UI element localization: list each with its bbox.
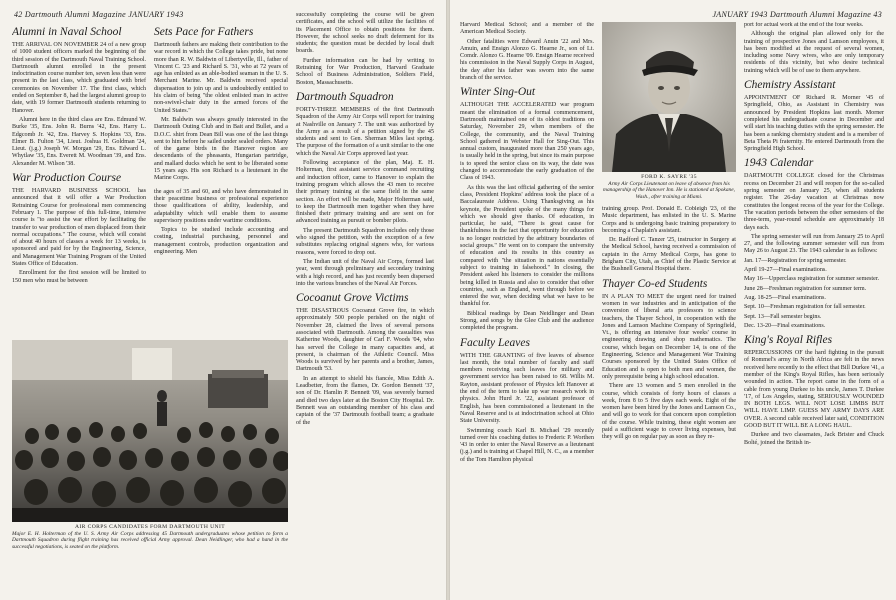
cocoanut-continued: Harvard Medical School; and a member of the American Medical Society.	[460, 22, 594, 36]
right-column-3	[744, 22, 884, 600]
squadron-heading: Dartmouth Squadron	[296, 90, 394, 103]
squadron-paragraph: Following acceptance of the plan, Maj. E. H. Holterman, first assistant service command recruiting and induction officer, came to Hanover to explain the training program which allows the 43 men to receive their primary training at the same field in the same section. An effort will be made, Major Holterman said, to keep the Dartmouth men together when they have finished their primary training and are sent on for advanced training as pursuit or bomber pilots.	[296, 160, 434, 225]
war-course-continued: the ages of 35 and 60, and who have demonstrated in their peacetime business or professional experience those qualifications of ability, leadership, and adaptability which will enable them to assume supervisory positions under wartime conditions.	[154, 188, 288, 224]
right-page	[450, 0, 896, 600]
left-page	[0, 0, 446, 600]
calendar-entry: April 19-27—Final examinations.	[744, 267, 827, 274]
fathers-heading: Sets Pace for Fathers	[154, 26, 254, 38]
classroom-photo-image	[12, 340, 288, 522]
thayer-heading: Thayer Co-ed Students	[602, 277, 708, 290]
royal-rifles-paragraph: Durkee and two classmates, Jack Brister and Chuck Bolté, joined the British in-	[744, 432, 884, 446]
right-column-2	[602, 206, 736, 600]
royal-rifles-heading: King's Royal Rifles	[744, 334, 833, 347]
left-column-3	[296, 12, 434, 600]
photo-caption	[12, 524, 288, 550]
squadron-paragraph: FORTY-THREE MEMBERS of the first Dartmouth Squadron of the Army Air Corps will report for training at Nashville on January 7. The unit was authorized by the Army as a result of a petition signed by the 45 students and sent to Gen. Sherman Miles last spring. The purpose of the formation of a unit similar to the one which the Naval Air Corps approved last year.	[296, 106, 434, 157]
naval-school-heading: Alumni in Naval School	[12, 26, 122, 38]
left-column-1	[12, 22, 146, 336]
calendar-entry: Sept. 10—Freshman registration for fall semester.	[744, 304, 866, 311]
winter-sing-out-paragraph: As this was the last official gathering of the senior class, President Hopkins' address took the place of a Baccalaureate Address. Using Thanksgiving as his keynote, the President spoke of the many things for which we should give thanks. Of education, in particular, he said, "There is great cause for thankfulness in the fact that opportunity for education is no longer restricted by the arbitrary boundaries of social groups." He went on to compare the university of education and its results in this country as compared with "the situation in nations essentially subject to training in falsehood." In closing, the President asked his listeners to consider the millions being killed in Russia and also to consider that other countries, such as England, went through before we entered the war, when deciding what we have to be thankful for.	[460, 184, 594, 308]
thayer-paragraph: IN A PLAN TO MEET the urgent need for trained women in war industries and in anticipation of the conversion of liberal arts professors to science teachers, the Thayer School, in cooperation with the Jones and Lamson Machine Company of Springfield, Vt., is offering an intensive four weeks' course in engineering drawing and shop mathematics. The course, which began on December 14, is one of the Engineering, Science and Management War Training Courses sponsored by the United States Office of Education and is open to both men and women, the only prerequisite being a high school education.	[602, 293, 736, 380]
thayer-continued: port for actual work at the end of the four weeks.	[744, 22, 864, 28]
portrait-image	[602, 22, 736, 172]
faculty-leaves-paragraph: Swimming coach Karl B. Michael '29 recently turned over his coaching duties to Frederic P. Worthen '43 in order to enter the Naval Reserve as a lieutenant (j.g.) and is training at Chapel Hill, N. C., as a member of the Tom Hamilton physical	[460, 427, 594, 463]
calendar-entry: Dec. 13-20—Final examinations.	[744, 322, 826, 329]
war-course-paragraph: Enrollment for the first session will be limited to 150 men who must be between	[12, 270, 146, 284]
portrait-caption-text: Army Air Corps Lieutenant on leave of absence from his managership of the Hanover Inn. He is stationed at Spokane, Wash., after training at Miami.	[603, 180, 735, 200]
cocoanut-continued: Other fatalities were Edward Anuin '22 and Mrs. Amuin, and Ensign Alonzo G. Hearne Jr., son of Lt. Comdr. Alonzo G. Hearne '09. Ensign Hearne received his commission in the Naval Supply Corps in August, the day after his father was sworn into the same branch of the service.	[460, 38, 594, 82]
war-course-paragraph: THE HARVARD BUSINESS SCHOOL has announced that it will offer a War Production Retraining Course for professional men commencing February 1. The purpose of this full-time, intensive course is "to assist the war effort by facilitating the transfer to war production of men displaced from their normal occupations." The course, which will consist of about 40 hours of classes a week for 13 weeks, is sponsored and paid for by the Engineering, Science, and Management War Training Program of the United States Office of Education.	[12, 188, 146, 268]
photo-caption-title: AIR CORPS CANDIDATES FORM DARTMOUTH UNIT	[74, 524, 226, 530]
calendar-paragraph: DARTMOUTH COLLEGE closed for the Christmas recess on December 21 and will reopen for the so-called spring semester on January 25, when all students register. The 26-day vacation at Christmas now constitutes the longest recess of the year for the College. The vacation periods between the other semesters of the three-term, year-round schedule are approximately 18 days each.	[744, 173, 884, 231]
calendar-heading: 1943 Calendar	[744, 157, 814, 170]
calendar-entry: Jan. 17—Registration for spring semester.	[744, 257, 847, 264]
war-course-continued: Topics to be studied include accounting and costing, industrial purchasing, personnel and management controls, production organization and engineering. Men	[154, 227, 288, 256]
left-column-2	[154, 22, 288, 336]
winter-sing-out-paragraph: Biblical readings by Dean Neidlinger and Dean Strong, and songs by the Glee Club and the audience completed the program.	[460, 310, 594, 332]
war-course-heading: War Production Course	[12, 172, 122, 185]
faculty-leaves-heading: Faculty Leaves	[460, 336, 530, 349]
fathers-paragraph: Dartmouth fathers are making their contribution to the war record in which the College takes pride, but none more than R. W. Baldwin of Libertyville, Ill., father of Vincent C. '23 and Richard S. '31, who at 72 years of age has enlisted as an able-bodied seaman in the U. S. Merchant Marine. Mr. Baldwin received special dispensation to join up and is undoubtedly entitled to his claim of being "the oldest enlisted man in active non-swivel-chair duty in the armed forces of the United States."	[154, 42, 288, 114]
cocoanut-paragraph: In an attempt to shield his fiancée, Miss Edith A. Leadbetter, from the flames, Dr. Gordon Bennett '37, son of Dr. Hamlin P. Bennett '09, was severely burned and died two days later at the Boston City Hospital. Dr. Bennett was an outstanding member of his class and captain of the '37 Dartmouth football team; a graduate of the	[296, 375, 434, 426]
air-corps-classroom-photo	[12, 340, 288, 522]
faculty-leaves-continued: training group. Prof. Donald E. Cobleigh '23, of the Music department, has enlisted in the U. S. Marine Corps and is undergoing basic training preparatory to becoming a Chaplain's assistant.	[602, 206, 736, 234]
thayer-paragraph: There are 13 women and 5 men enrolled in the course, which consists of forty hours of classes a week, from 8 to 5 five days each week. Eight of the women have been hired by the Jones and Lamson Co., and will go to work for that concern upon completion of the course. While training, these eight women are paid a sufficient wage to cover living expenses, but they will go on regular pay as soon as they re-	[602, 383, 736, 441]
right-column-1	[460, 22, 594, 600]
squadron-paragraph: The present Dartmouth Squadron includes only those who signed the petition, with the exception of a few substitutes replacing original signers who, for various reasons, were forced to drop out.	[296, 227, 434, 256]
chemistry-paragraph: APPOINTMENT OF Richard R. Morner '45 of Springfield, Ohio, as Assistant in Chemistry was announced by President Hopkins last month. Morner completed his undergraduate course in December and will start his teaching duties with the spring semester. He has been a ranking chemistry student and is a member of Beta Theta Pi fraternity. He entered Dartmouth from the Springfield High School.	[744, 95, 884, 153]
calendar-entry: June 28—Freshman registration for summer term.	[744, 285, 867, 292]
chemistry-heading: Chemistry Assistant	[744, 79, 836, 92]
thayer-continued: Although the original plan allowed only for the training of prospective Jones and Lamson employees, it has been modified at the request of several women, including some Navy wives, who are only temporary residents of this vicinity, but who desire technical training which will be of use to them anywhere.	[744, 31, 884, 74]
portrait-caption-name: FORD K. SAYRE '35	[641, 174, 697, 180]
naval-school-paragraph: THE ARRIVAL ON NOVEMBER 24 of a new group of 1000 student officers marked the beginning of the third session of the Dartmouth Naval Training School. Dartmouth alumni enrolled in the present indoctrination course number ten, seven less than were present in the last class, which graduated with brief ceremonies on November 17. The first class, which ended on September 8, had the largest alumni group to date, with 19 former Dartmouth students returning to Hanover.	[12, 42, 146, 114]
war-course-continued: Further information can be had by writing to Retraining for War Production, Harvard Graduate School of Business Administration, Soldiers Field, Boston, Massachusetts.	[296, 57, 434, 86]
winter-sing-out-paragraph: ALTHOUGH THE ACCELERATED war program meant the elimination of a formal commencement, Dartmouth maintained one of its oldest traditions on Saturday, November 29, when members of the College, the community, and the Naval Training School gathered in Webster Hall for Sing-Out. This annual custom, inaugurated more than 250 years ago, is usually held in the spring, but since its main purpose is to speed the senior class on its way, the date was changed to accommodate the early graduation of the Class of 1943.	[460, 102, 594, 182]
war-course-continued: successfully completing the course will be given certificates, and the school will utilize the facilities of its Placement Office to obtain positions for them. However, the school seeks no draft deferment for its students; the question must be decided by local draft boards.	[296, 12, 434, 55]
left-page-header: 42 Dartmouth Alumni Magazine JANUARY 1943	[14, 10, 184, 19]
royal-rifles-paragraph: REPERCUSSIONS OF the hard fighting in the pursuit of Rommel's army in North Africa are felt in the news received here recently to the effect that Bill Durkee '41, a member of the King's Royal Rifles, has been seriously wounded in action. The report came in the form of a cable from young Durkee to his uncle, James T. Durkee '17, of Los Angeles, stating, SERIOUSLY WOUNDED IN BOTH LEGS. WILL NOT LOSE LIMBS BUT WILL HAVE LIMP. GUESS MY ARMY DAYS ARE OVER. A second cable received later said, CONDITION GOOD BUT IT WILL BE A LONG HAUL.	[744, 350, 884, 430]
calendar-paragraph: The spring semester will run from January 25 to April 27, and the following summer semester will run from May 26 to August 23. The 1943 calendar is as follows:	[744, 233, 884, 255]
portrait-photo	[602, 22, 736, 172]
squadron-paragraph: The Indian unit of the Naval Air Corps, formed last year, went through preliminary and secondary training with a high record, and has just recently been dispersed into the various branches of the Naval Air Forces.	[296, 258, 434, 287]
cocoanut-heading: Cocoanut Grove Victims	[296, 292, 409, 305]
calendar-entry: May 16—Upperclass registration for summer semester.	[744, 276, 880, 283]
calendar-entry: Aug. 18-25—Final examinations.	[744, 294, 826, 301]
photo-caption-text: Major E. H. Holterman of the U. S. Army Air Corps addressing 45 Dartmouth undergraduates whose petition to form a Dartmouth Squadron during flight training has received official Army approval. Dean Neidlinger, who had a hand in the successful negotiations, is seated on the platform.	[12, 530, 288, 550]
right-page-header: JANUARY 1943 Dartmouth Alumni Magazine 43	[712, 10, 882, 19]
faculty-leaves-continued: Dr. Radford C. Tanzer '25, instructor in Surgery at the Medical School, having received a commission of captain in the Army Medical Corps, has gone to Brigham City, Utah, as Chief of the Plastic Service at the Bushnell General Hospital there.	[602, 237, 736, 273]
naval-school-paragraph: Alumni here in the third class are Ens. Edmund W. Burke '35, Ens. John R. Burns '42, Ens. Harry L. Edgcomb Jr. '42, Ens. Harvey S. Hopkins '33, Ens. Elmer B. Fulton '34, Lieut. Joshua H. Goldman '24, Lieut. (j.g.) Joseph W. Morgan '29, Ens. Edward L. Whytlaw '35, Ens. Everett M. Woodman '39, and Ens. Alexander M. Wilson '38.	[12, 116, 146, 167]
fathers-paragraph: Mr. Baldwin was always greatly interested in the Dartmouth Outing Club and in Bait and Bullet, and a D.O.C. shirt from Dean Bill was one of the last things sent to him before he sailed under sealed orders. Many of the game birds in the Hanover region are descendants of the pheasants, Hungarian partridge, and mallard ducks which he sent to be liberated some 15 years ago. His son Richard is a lieutenant in the Marine Corps.	[154, 116, 288, 182]
cocoanut-paragraph: THE DISASTROUS Cocoanut Grove fire, in which approximately 500 people perished on the night of November 28, claimed the lives of several persons associated with Dartmouth. Among the casualties was Katherine Woods, daughter of Carl F. Woods '04, who has served the College in many capacities and, at present, is chairman of the Athletic Council. Miss Woods is survived by her parents and a brother, James, Dartmouth '53.	[296, 308, 434, 373]
faculty-leaves-paragraph: WITH THE GRANTING of five leaves of absence last month, the total number of faculty and staff members receiving such leaves for military and government service has been raised to 68. Willis M. Rayton, assistant professor of Physics left Hanover at the end of the term to take up war research work in physics. John Hurd Jr. '22, assistant professor of English, has been commissioned a lieutenant in the Naval Reserve and is at indoctrination school at Ohio State University.	[460, 352, 594, 425]
calendar-entry: Sept. 13—Fall semester begins.	[744, 313, 822, 320]
portrait-caption	[602, 174, 736, 200]
winter-sing-out-heading: Winter Sing-Out	[460, 86, 536, 99]
